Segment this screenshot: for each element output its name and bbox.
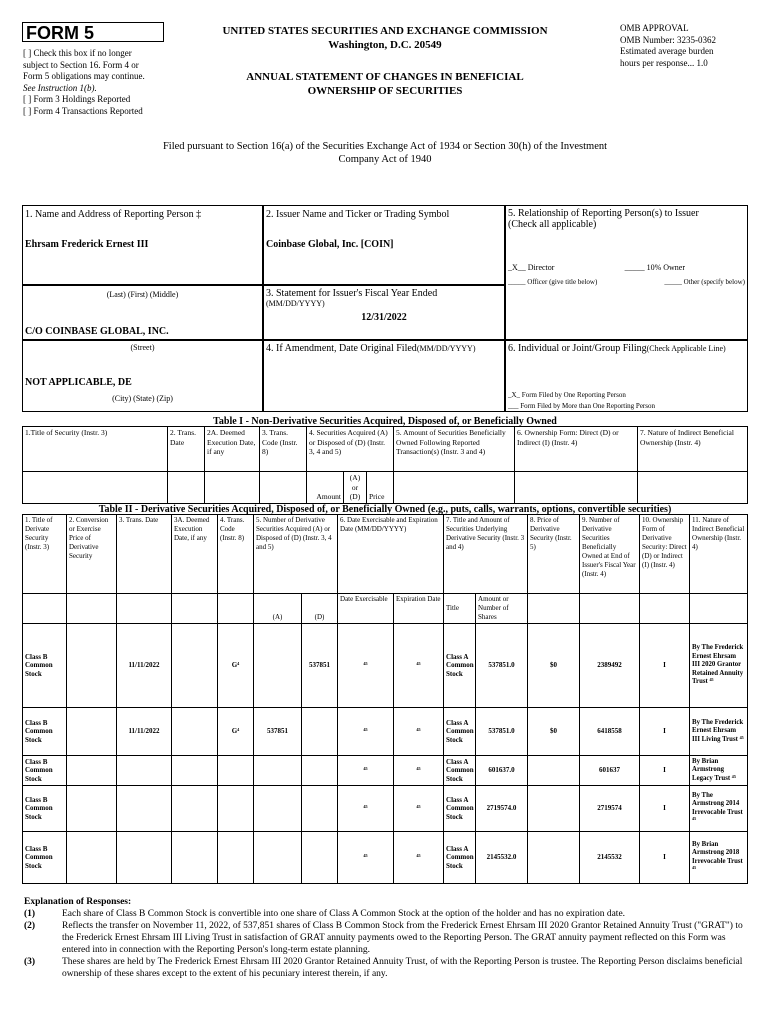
box4-amendment	[263, 340, 505, 412]
omb-approval	[620, 23, 765, 69]
t1-col-ownership-form: 6. Ownership Form: Direct (D) or Indirect (I) (Instr. 4)	[515, 427, 638, 472]
t2-cell-d	[302, 708, 338, 756]
t1-col-title: 1.Title of Security (Instr. 3)	[23, 427, 168, 472]
rel-ten-percent-owner[interactable]: _____ 10% Owner	[624, 263, 685, 272]
t2-cell-price	[528, 756, 580, 786]
t2-cell-conv	[67, 708, 117, 756]
table1-subheader-row	[23, 472, 748, 504]
t2-cell-owned: 6418558	[580, 708, 640, 756]
check-form3-holdings[interactable]: [ ] Form 3 Holdings Reported	[23, 94, 131, 104]
t1-col-nature: 7. Nature of Indirect Beneficial Ownership (Instr. 4)	[638, 427, 748, 472]
t2-cell-amount: 2145532.0	[476, 832, 528, 884]
box2-issuer	[263, 205, 505, 285]
t2-sub-a: (A)	[254, 594, 302, 624]
box3-label: 3. Statement for Issuer's Fiscal Year Ended	[266, 288, 438, 299]
table1-title: Table I - Non-Derivative Securities Acquired, Disposed of, or Beneficially Owned	[213, 416, 557, 427]
explanation-item	[24, 908, 746, 920]
t2-cell-deemed	[172, 832, 218, 884]
check-no-longer-subject[interactable]: [ ] Check this box if no longer subject to Section 16. Form 4 or Form 5 obligations may continue. See Instruction 1(b).	[23, 48, 145, 93]
table2-subheader-row	[23, 594, 748, 624]
t2-cell-price	[528, 786, 580, 832]
t2-cell-conv	[67, 786, 117, 832]
table-row	[23, 756, 748, 786]
t2-sub-title: Title	[444, 594, 476, 624]
t2-cell-deemed	[172, 708, 218, 756]
box5-relationship	[505, 205, 748, 340]
t2-cell-deemed	[172, 786, 218, 832]
filed-pursuant-text: Filed pursuant to Section 16(a) of the Securities Exchange Act of 1934 or Section 30(h) of the Investment Company Act of 1940	[162, 141, 608, 165]
omb-burden-hours: hours per response... 1.0	[620, 57, 708, 68]
t2-cell-utitle: Class A Common Stock	[444, 832, 476, 884]
t2-cell-price: $0	[528, 708, 580, 756]
t1-sub-amount: Amount	[307, 472, 344, 504]
t2-col-underlying: 7. Title and Amount of Securities Underlying Derivative Security (Instr. 3 and 4)	[444, 515, 528, 594]
t2-cell-owned: 601637	[580, 756, 640, 786]
rel-officer[interactable]: _____ Officer (give title below)	[508, 278, 598, 286]
explanation-num: (1)	[24, 909, 36, 919]
t2-cell-amount: 601637.0	[476, 756, 528, 786]
t2-cell-exer: ⁴⁵	[338, 832, 394, 884]
t2-cell-utitle: Class A Common Stock	[444, 624, 476, 708]
t2-cell-nature: By Brian Armstrong Legacy Trust ⁴⁵	[690, 756, 748, 786]
t2-cell-date: 11/11/2022	[117, 708, 172, 756]
t2-cell-title: Class B Common Stock	[23, 786, 67, 832]
t2-cell-date	[117, 786, 172, 832]
t2-cell-a	[254, 786, 302, 832]
t2-cell-a	[254, 756, 302, 786]
t2-sub-expiration: Expiration Date	[394, 594, 444, 624]
t2-cell-code: G⁴	[218, 708, 254, 756]
explanation-num: (2)	[24, 921, 36, 931]
t1-col-acquired: 4. Securities Acquired (A) or Disposed of (D) (Instr. 3, 4 and 5)	[307, 427, 394, 472]
t2-cell-form: I	[640, 756, 690, 786]
t2-col-date: 3. Trans. Date	[117, 515, 172, 594]
box4-sub: (MM/DD/YYYY)	[416, 344, 476, 353]
city-sub-label: (City) (State) (Zip)	[112, 394, 173, 403]
t2-cell-date: 11/11/2022	[117, 624, 172, 708]
table2-title: Table II - Derivative Securities Acquired, Disposed of, or Beneficially Owned (e.g., puts, calls, warrants, options, convertible securities)	[98, 504, 672, 515]
t2-cell-d	[302, 786, 338, 832]
t2-cell-title: Class B Common Stock	[23, 832, 67, 884]
t2-cell-deemed	[172, 624, 218, 708]
box1-label: 1. Name and Address of Reporting Person	[25, 209, 194, 220]
t2-cell-owned: 2719574	[580, 786, 640, 832]
explanation-text: These shares are held by The Frederick Ernest Ehrsam III 2020 Grantor Retained Annuity Trust, of with the Reporting Person is trustee. The Reporting Person disclaims beneficial ownership of these shares except to the extent of his pecuniary interest therein, if any.	[62, 957, 743, 979]
explanation-title: Explanation of Responses:	[24, 897, 132, 907]
box6-sub: (Check Applicable Line)	[646, 344, 726, 353]
t2-cell-code	[218, 756, 254, 786]
explanation-num: (3)	[24, 957, 36, 967]
omb-number: OMB Number: 3235-0362	[620, 34, 716, 45]
t2-cell-conv	[67, 756, 117, 786]
box6-filing	[505, 340, 748, 412]
t2-cell-code	[218, 786, 254, 832]
t2-cell-code: G⁴	[218, 624, 254, 708]
rel-director[interactable]: _X__ Director	[508, 263, 555, 272]
t2-cell-price: $0	[528, 624, 580, 708]
t2-cell-form: I	[640, 786, 690, 832]
t1-col-code: 3. Trans. Code (Instr. 8)	[260, 427, 307, 472]
box3-sub: (MM/DD/YYYY)	[266, 299, 325, 308]
t2-cell-deemed	[172, 756, 218, 786]
reporting-street: C/O COINBASE GLOBAL, INC.	[25, 326, 169, 337]
explanation-text: Each share of Class B Common Stock is convertible into one share of Class A Common Stock at the option of the holder and has no expiration date.	[62, 909, 626, 919]
box6-label: 6. Individual or Joint/Group Filing	[508, 343, 647, 354]
t2-cell-title: Class B Common Stock	[23, 624, 67, 708]
t1-col-amount-owned: 5. Amount of Securities Beneficially Owned Following Reported Transaction(s) (Instr. 3 and 4)	[394, 427, 515, 472]
t2-cell-amount: 2719574.0	[476, 786, 528, 832]
t2-sub-exercisable: Date Exercisable	[338, 594, 394, 624]
t2-col-title: 1. Title of Derivate Security (Instr. 3)	[23, 515, 67, 594]
form-title: FORM 5	[22, 22, 164, 42]
fiscal-year-value: 12/31/2022	[361, 312, 407, 323]
t1-sub-aord: (A) or (D)	[344, 472, 367, 504]
street-sub-label: (Street)	[130, 343, 155, 352]
t2-cell-code	[218, 832, 254, 884]
t2-cell-form: I	[640, 624, 690, 708]
t2-col-price: 8. Price of Derivative Security (Instr. 5)	[528, 515, 580, 594]
box5-sub: (Check all applicable)	[508, 219, 597, 230]
t2-cell-expi: ⁴⁵	[394, 786, 444, 832]
reporting-person-name: Ehrsam Frederick Ernest III	[25, 239, 149, 250]
box2-label: 2. Issuer Name and Ticker or Trading Symbol	[266, 209, 450, 220]
t2-cell-expi: ⁴⁵	[394, 708, 444, 756]
table-row	[23, 832, 748, 884]
t2-cell-d	[302, 832, 338, 884]
t2-cell-conv	[67, 832, 117, 884]
explanation-text: Reflects the transfer on November 11, 2022, of 537,851 shares of Class B Common Stock from the Frederick Ernest Ehrsam III 2020 Grantor Retained Annuity Trust ("GRAT") to the Frederick Ernest Ehrsam III Living Trust in satisfaction of GRAT annuity payments owed to the Reporting Person. The GRAT annuity payment reflected on this Form was entered into in connection with the Reporting Person's long-term estate planning.	[62, 921, 743, 955]
t2-col-owned: 9. Number of Derivative Securities Beneficially Owned at End of Issuer's Fiscal Year (Instr. 4)	[580, 515, 640, 594]
t2-sub-amount: Amount or Number of Shares	[476, 594, 528, 624]
omb-title: OMB APPROVAL	[620, 23, 689, 33]
table2	[22, 514, 748, 884]
t1-col-deemed: 2A. Deemed Execution Date, if any	[205, 427, 260, 472]
t2-col-number: 5. Number of Derivative Securities Acquired (A) or Disposed of (D) (Instr. 3, 4 and 5)	[254, 515, 338, 594]
issuer-name: Coinbase Global, Inc. [COIN]	[266, 239, 394, 250]
table-row	[23, 786, 748, 832]
t2-cell-exer: ⁴⁵	[338, 624, 394, 708]
t2-cell-nature: By Brian Armstrong 2018 Irrevocable Trust ⁴⁵	[690, 832, 748, 884]
t2-cell-exer: ⁴⁵	[338, 708, 394, 756]
t2-cell-nature: By The Frederick Ernest Ehrsam III Living Trust ⁴⁵	[690, 708, 748, 756]
t2-cell-price	[528, 832, 580, 884]
t2-cell-exer: ⁴⁵	[338, 786, 394, 832]
t2-cell-utitle: Class A Common Stock	[444, 786, 476, 832]
t2-cell-a: 537851	[254, 708, 302, 756]
table1	[22, 426, 748, 504]
t2-col-deemed: 3A. Deemed Execution Date, if any	[172, 515, 218, 594]
t2-cell-nature: By The Frederick Ernest Ehrsam III 2020 Grantor Retained Annuity Trust ⁴⁵	[690, 624, 748, 708]
t1-sub-price: Price	[367, 472, 394, 504]
reporting-city: NOT APPLICABLE, DE	[25, 377, 132, 388]
t2-col-exercisable: 6. Date Exercisable and Expiration Date (MM/DD/YYYY)	[338, 515, 444, 594]
t2-cell-expi: ⁴⁵	[394, 832, 444, 884]
box1-name-sub	[22, 285, 263, 340]
box1-footnote-mark: ‡	[196, 209, 202, 220]
box1-street-sub	[22, 340, 263, 412]
name-sub-label: (Last) (First) (Middle)	[106, 290, 179, 299]
t2-cell-title: Class B Common Stock	[23, 756, 67, 786]
t2-cell-utitle: Class A Common Stock	[444, 708, 476, 756]
filing-one-person[interactable]: _X_ Form Filed by One Reporting Person	[508, 391, 626, 399]
t2-cell-a	[254, 832, 302, 884]
t2-cell-nature: By The Armstrong 2014 Irrevocable Trust ⁴⁵	[690, 786, 748, 832]
t1-col-date: 2. Trans. Date	[168, 427, 205, 472]
t2-col-nature: 11. Nature of Indirect Beneficial Ownership (Instr. 4)	[690, 515, 748, 594]
t2-cell-conv	[67, 624, 117, 708]
explanation-item	[24, 920, 746, 956]
t2-cell-title: Class B Common Stock	[23, 708, 67, 756]
t2-cell-amount: 537851.0	[476, 624, 528, 708]
table2-header-row	[23, 515, 748, 594]
t2-cell-date	[117, 832, 172, 884]
t2-cell-form: I	[640, 708, 690, 756]
filing-more-persons[interactable]: ___ Form Filed by More than One Reporting Person	[508, 402, 655, 410]
t2-cell-expi: ⁴⁵	[394, 624, 444, 708]
t2-cell-date	[117, 756, 172, 786]
statement-title: ANNUAL STATEMENT OF CHANGES IN BENEFICIAL OWNERSHIP OF SECURITIES	[246, 71, 524, 97]
explanation-section	[24, 896, 746, 980]
table1-header-row	[23, 427, 748, 472]
box5-label: 5. Relationship of Reporting Person(s) to Issuer	[508, 208, 699, 219]
box1-name-address	[22, 205, 263, 285]
t2-cell-a	[254, 624, 302, 708]
box4-label: 4. If Amendment, Date Original Filed	[266, 343, 417, 354]
t2-cell-owned: 2389492	[580, 624, 640, 708]
rel-other[interactable]: _____ Other (specify below)	[664, 278, 745, 286]
t2-cell-form: I	[640, 832, 690, 884]
form-checkboxes	[23, 48, 155, 117]
t2-cell-d	[302, 756, 338, 786]
t2-cell-exer: ⁴⁵	[338, 756, 394, 786]
agency-name: UNITED STATES SECURITIES AND EXCHANGE COMMISSION	[222, 25, 548, 37]
agency-city: Washington, D.C. 20549	[328, 39, 442, 51]
explanation-item	[24, 956, 746, 980]
t2-cell-utitle: Class A Common Stock	[444, 756, 476, 786]
box3-fiscal-year	[263, 285, 505, 340]
t2-col-code: 4. Trans. Code (Instr. 8)	[218, 515, 254, 594]
table-row	[23, 708, 748, 756]
t2-cell-expi: ⁴⁵	[394, 756, 444, 786]
t2-cell-owned: 2145532	[580, 832, 640, 884]
agency-header	[180, 24, 590, 98]
t2-cell-d: 537851	[302, 624, 338, 708]
table-row	[23, 624, 748, 708]
t2-col-conversion: 2. Conversion or Exercise Price of Derivative Security	[67, 515, 117, 594]
omb-burden-label: Estimated average burden	[620, 46, 714, 56]
t2-sub-d: (D)	[302, 594, 338, 624]
t2-cell-amount: 537851.0	[476, 708, 528, 756]
check-form4-transactions[interactable]: [ ] Form 4 Transactions Reported	[23, 105, 143, 116]
t2-col-form: 10. Ownership Form of Derivative Security: Direct (D) or Indirect (I) (Instr. 4)	[640, 515, 690, 594]
